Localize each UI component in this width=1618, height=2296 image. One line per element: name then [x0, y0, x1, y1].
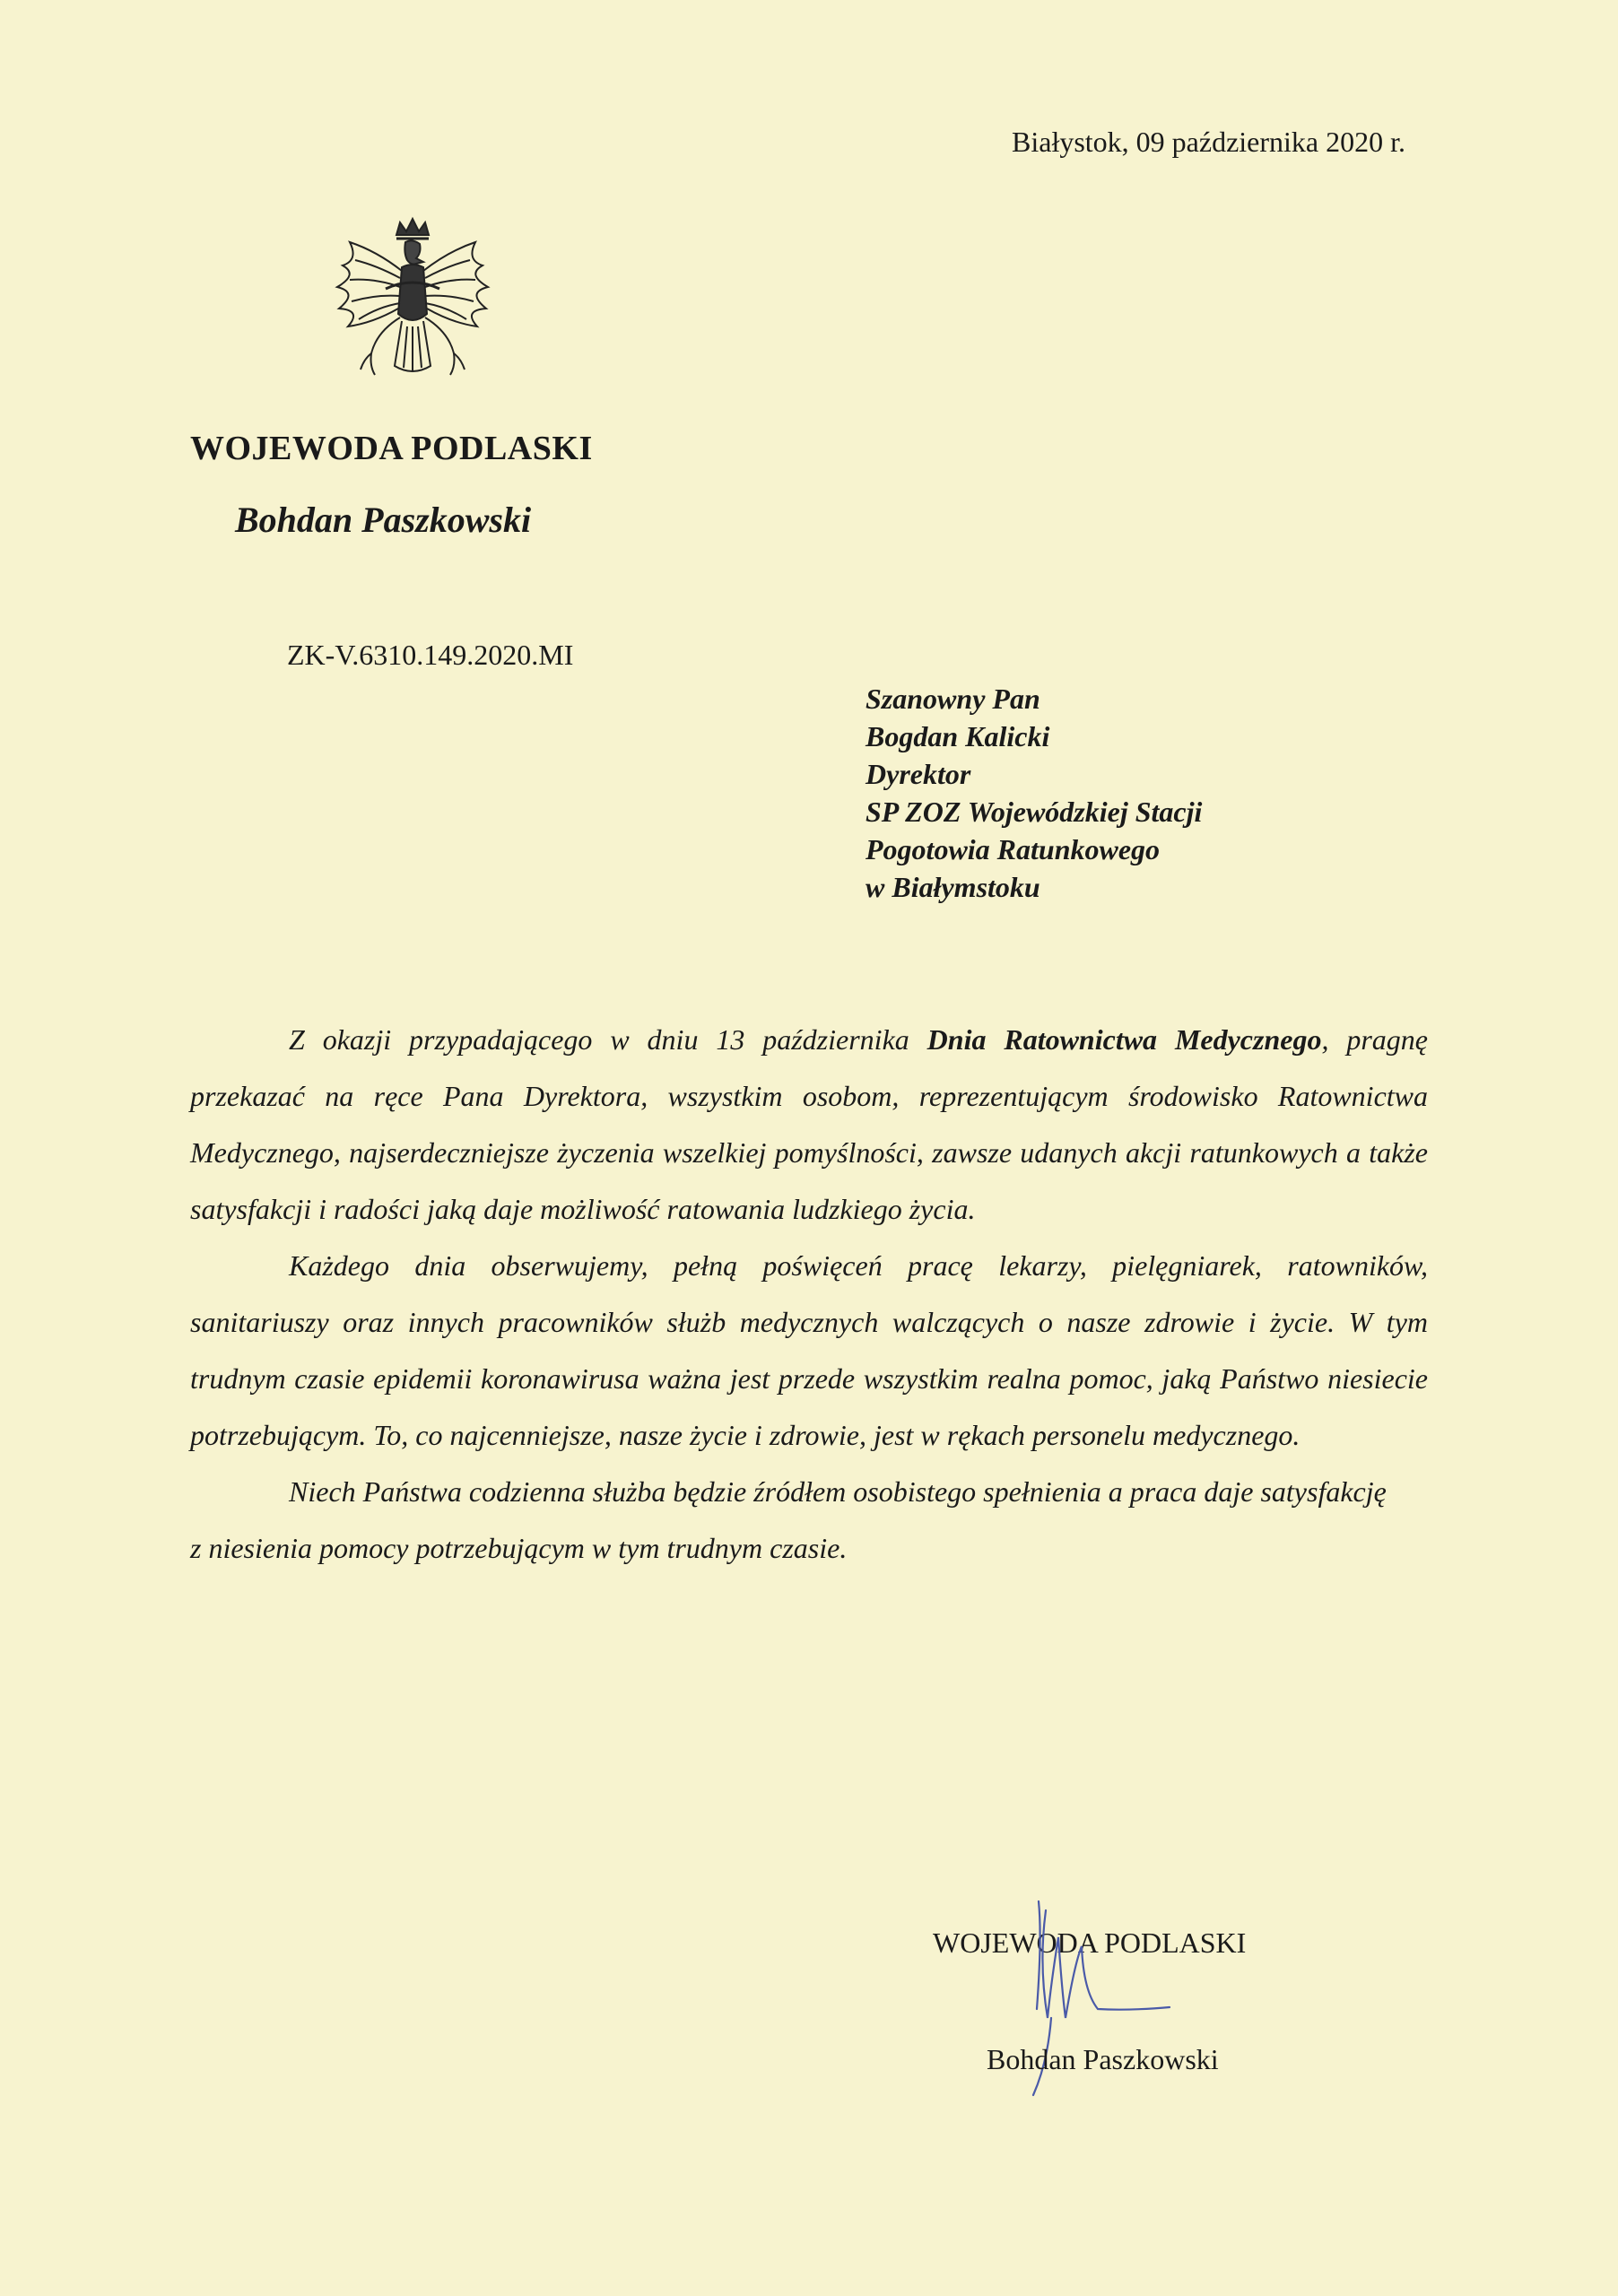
issuer-authority: WOJEWODA PODLASKI	[190, 430, 593, 467]
place-date: Białystok, 09 października 2020 r.	[1012, 126, 1406, 158]
addressee-institution-line-2: Pogotowia Ratunkowego	[866, 833, 1161, 865]
signature-authority: WOJEWODA PODLASKI	[933, 1926, 1247, 1959]
reference-number: ZK-V.6310.149.2020.MI	[287, 639, 574, 671]
addressee-institution-line-1: SP ZOZ Wojewódzkiej Stacji	[866, 796, 1203, 828]
p1-rest-text: , pragnę przekazać na ręce Pana Dyrektora, wszystkim osobom, reprezentującym środowisko Ratownictwa Medycznego, najserdeczniejsze życzenia wszelkiej pomyślności, zawsze udanych akcji ratunkowych a także satysfakcji i radości jaką daje możliwość ratowania ludzkiego życia.	[190, 1023, 1428, 1225]
letter-body	[190, 1012, 1428, 1577]
issuer-name: Bohdan Paszkowski	[235, 500, 532, 540]
p1-intro-text: Z okazji przypadającego w dniu 13 października	[289, 1023, 927, 1056]
addressee-salutation: Szanowny Pan	[866, 683, 1040, 715]
body-paragraph-4: z niesienia pomocy potrzebującym w tym trudnym czasie.	[190, 1532, 848, 1564]
addressee-name: Bogdan Kalicki	[866, 720, 1050, 752]
polish-eagle-icon	[323, 215, 502, 404]
body-paragraph-2: Każdego dnia obserwujemy, pełną poświęceń pracę lekarzy, pielęgniarek, ratowników, sanitariuszy oraz innych pracowników służb medycznych walczących o nasze zdrowie i życie. W tym trudnym czasie epidemii koronawirusa ważna jest przede wszystkim realna pomoc, jaką Państwo niesiecie potrzebującym. To, co najcenniejsze, nasze życie i zdrowie, jest w rękach personelu medycznego.	[190, 1249, 1428, 1451]
addressee-block	[866, 680, 1202, 906]
signature-name: Bohdan Paszkowski	[987, 2043, 1219, 2075]
body-paragraph-1	[190, 1012, 1428, 1238]
addressee-city: w Białymstoku	[866, 871, 1040, 903]
p1-highlight-text: Dnia Ratownictwa Medycznego	[926, 1023, 1322, 1056]
body-paragraph-3: Niech Państwa codzienna służba będzie źródłem osobistego spełnienia a praca daje satysfakcję	[289, 1475, 1387, 1508]
addressee-title: Dyrektor	[866, 758, 971, 790]
